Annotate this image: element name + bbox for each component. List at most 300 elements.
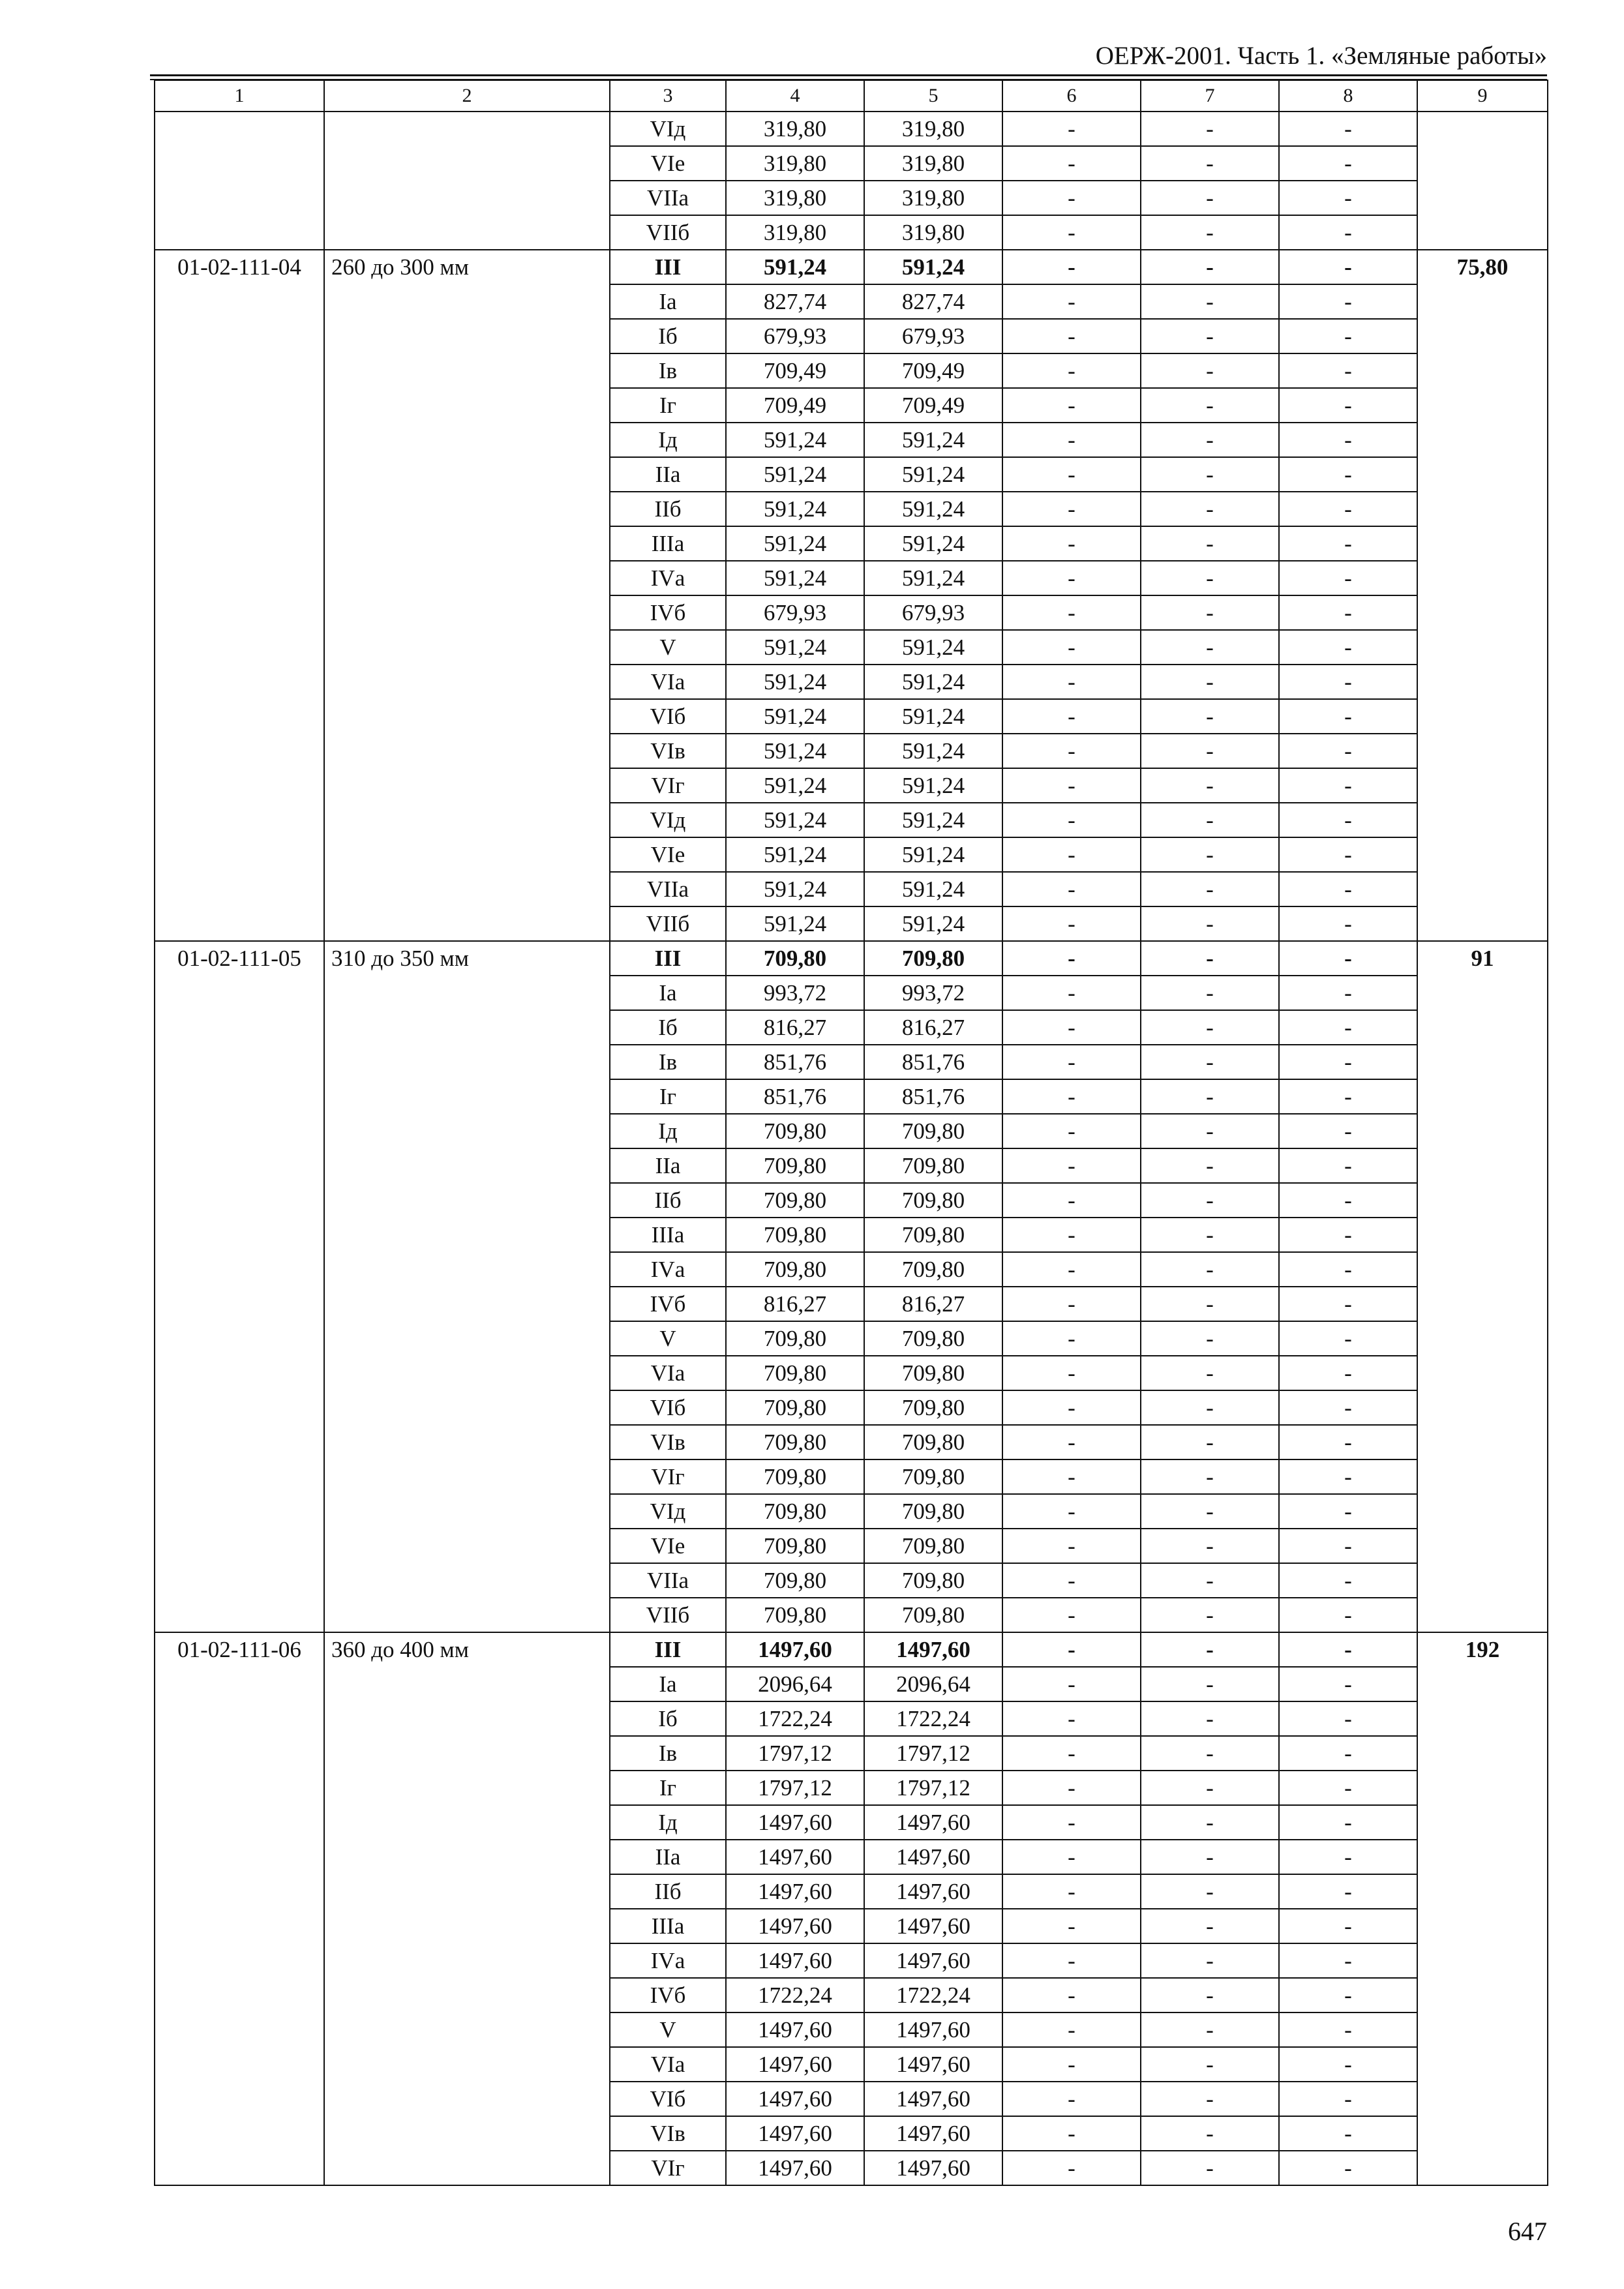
machinist-wages: - bbox=[1141, 1909, 1279, 1943]
materials-cost: - bbox=[1279, 1701, 1417, 1736]
page-header: ОЕРЖ-2001. Часть 1. «Земляные работы» bbox=[1095, 42, 1547, 70]
machinist-wages: - bbox=[1141, 1494, 1279, 1529]
materials-cost: - bbox=[1279, 1667, 1417, 1701]
rate-code: 01-02-111-05 bbox=[155, 941, 324, 1632]
column-number: 8 bbox=[1279, 80, 1417, 112]
machines-cost: - bbox=[1002, 595, 1141, 630]
machinist-wages: - bbox=[1141, 2151, 1279, 2185]
machines-cost: - bbox=[1002, 630, 1141, 665]
region-category: VIг bbox=[610, 2151, 726, 2185]
work-description: 260 до 300 мм bbox=[324, 250, 610, 941]
region-category: VIIа bbox=[610, 1563, 726, 1598]
materials-cost: - bbox=[1279, 976, 1417, 1010]
region-category: VIб bbox=[610, 699, 726, 734]
machinist-wages: - bbox=[1141, 1978, 1279, 2012]
region-category: Iа bbox=[610, 1667, 726, 1701]
machines-cost: - bbox=[1002, 1148, 1141, 1183]
wages-cost: 591,24 bbox=[864, 803, 1002, 837]
materials-cost: - bbox=[1279, 319, 1417, 353]
machinist-wages: - bbox=[1141, 1632, 1279, 1667]
region-category: IVб bbox=[610, 1287, 726, 1321]
materials-cost: - bbox=[1279, 423, 1417, 457]
total-cost: 1497,60 bbox=[726, 2012, 864, 2047]
machines-cost: - bbox=[1002, 1010, 1141, 1045]
machines-cost: - bbox=[1002, 1045, 1141, 1079]
machines-cost: - bbox=[1002, 353, 1141, 388]
machines-cost: - bbox=[1002, 561, 1141, 595]
machines-cost: - bbox=[1002, 1252, 1141, 1287]
region-category: IIIа bbox=[610, 1218, 726, 1252]
total-cost: 591,24 bbox=[726, 457, 864, 492]
column-number: 1 bbox=[155, 80, 324, 112]
machinist-wages: - bbox=[1141, 1045, 1279, 1079]
materials-cost: - bbox=[1279, 181, 1417, 215]
materials-cost: - bbox=[1279, 2082, 1417, 2116]
wages-cost: 709,80 bbox=[864, 1218, 1002, 1252]
region-category: V bbox=[610, 1321, 726, 1356]
wages-cost: 1497,60 bbox=[864, 1632, 1002, 1667]
materials-cost: - bbox=[1279, 699, 1417, 734]
materials-cost: - bbox=[1279, 1459, 1417, 1494]
machines-cost: - bbox=[1002, 1667, 1141, 1701]
total-cost: 1497,60 bbox=[726, 1840, 864, 1874]
materials-cost: - bbox=[1279, 1321, 1417, 1356]
total-cost: 709,80 bbox=[726, 1218, 864, 1252]
machines-cost: - bbox=[1002, 941, 1141, 976]
machines-cost: - bbox=[1002, 1805, 1141, 1840]
wages-cost: 1497,60 bbox=[864, 2012, 1002, 2047]
materials-cost: - bbox=[1279, 734, 1417, 768]
total-cost: 319,80 bbox=[726, 181, 864, 215]
region-category: Iб bbox=[610, 1010, 726, 1045]
total-cost: 709,80 bbox=[726, 1114, 864, 1148]
wages-cost: 709,80 bbox=[864, 1148, 1002, 1183]
total-cost: 816,27 bbox=[726, 1010, 864, 1045]
materials-cost: - bbox=[1279, 2116, 1417, 2151]
total-cost: 709,80 bbox=[726, 1598, 864, 1632]
machines-cost: - bbox=[1002, 1425, 1141, 1459]
materials-cost: - bbox=[1279, 561, 1417, 595]
total-cost: 591,24 bbox=[726, 837, 864, 872]
column-number: 4 bbox=[726, 80, 864, 112]
materials-cost: - bbox=[1279, 2047, 1417, 2082]
machinist-wages: - bbox=[1141, 734, 1279, 768]
machinist-wages: - bbox=[1141, 699, 1279, 734]
machines-cost: - bbox=[1002, 1287, 1141, 1321]
machines-cost: - bbox=[1002, 803, 1141, 837]
machinist-wages: - bbox=[1141, 1840, 1279, 1874]
region-category: Iа bbox=[610, 284, 726, 319]
wages-cost: 1497,60 bbox=[864, 1943, 1002, 1978]
wages-cost: 851,76 bbox=[864, 1045, 1002, 1079]
materials-cost: - bbox=[1279, 353, 1417, 388]
machines-cost: - bbox=[1002, 319, 1141, 353]
machines-cost: - bbox=[1002, 1459, 1141, 1494]
machines-cost: - bbox=[1002, 665, 1141, 699]
region-category: IVа bbox=[610, 1943, 726, 1978]
machinist-wages: - bbox=[1141, 1079, 1279, 1114]
machines-cost: - bbox=[1002, 906, 1141, 941]
total-cost: 816,27 bbox=[726, 1287, 864, 1321]
machinist-wages: - bbox=[1141, 1390, 1279, 1425]
wages-cost: 709,80 bbox=[864, 1529, 1002, 1563]
materials-cost: - bbox=[1279, 1805, 1417, 1840]
wages-cost: 709,49 bbox=[864, 388, 1002, 423]
wages-cost: 709,80 bbox=[864, 1114, 1002, 1148]
total-cost: 591,24 bbox=[726, 665, 864, 699]
materials-cost: - bbox=[1279, 250, 1417, 284]
materials-cost: - bbox=[1279, 1494, 1417, 1529]
machines-cost: - bbox=[1002, 1840, 1141, 1874]
wages-cost: 709,80 bbox=[864, 1459, 1002, 1494]
machinist-wages: - bbox=[1141, 837, 1279, 872]
materials-cost: - bbox=[1279, 1874, 1417, 1909]
table-row bbox=[155, 1632, 1548, 1667]
wages-cost: 319,80 bbox=[864, 112, 1002, 146]
region-category: III bbox=[610, 250, 726, 284]
machines-cost: - bbox=[1002, 1529, 1141, 1563]
materials-cost: - bbox=[1279, 768, 1417, 803]
machinist-wages: - bbox=[1141, 1287, 1279, 1321]
machinist-wages: - bbox=[1141, 1701, 1279, 1736]
machinist-wages: - bbox=[1141, 803, 1279, 837]
machines-cost: - bbox=[1002, 837, 1141, 872]
region-category: VIе bbox=[610, 146, 726, 181]
wages-cost: 709,80 bbox=[864, 1494, 1002, 1529]
machinist-wages: - bbox=[1141, 1218, 1279, 1252]
machinist-wages: - bbox=[1141, 1805, 1279, 1840]
machines-cost: - bbox=[1002, 1598, 1141, 1632]
materials-cost: - bbox=[1279, 112, 1417, 146]
total-cost: 1722,24 bbox=[726, 1701, 864, 1736]
total-cost: 709,80 bbox=[726, 1356, 864, 1390]
region-category: VIIа bbox=[610, 181, 726, 215]
wages-cost: 1497,60 bbox=[864, 2082, 1002, 2116]
total-cost: 1497,60 bbox=[726, 1805, 864, 1840]
total-cost: 1497,60 bbox=[726, 1632, 864, 1667]
machines-cost: - bbox=[1002, 1736, 1141, 1771]
machines-cost: - bbox=[1002, 1390, 1141, 1425]
total-cost: 709,80 bbox=[726, 1183, 864, 1218]
wages-cost: 1497,60 bbox=[864, 1805, 1002, 1840]
machines-cost: - bbox=[1002, 1218, 1141, 1252]
total-cost: 591,24 bbox=[726, 526, 864, 561]
materials-cost: - bbox=[1279, 1079, 1417, 1114]
region-category: IIб bbox=[610, 1183, 726, 1218]
total-cost: 1497,60 bbox=[726, 1874, 864, 1909]
materials-cost: - bbox=[1279, 906, 1417, 941]
total-cost: 709,49 bbox=[726, 388, 864, 423]
region-category: Iв bbox=[610, 1045, 726, 1079]
wages-cost: 319,80 bbox=[864, 181, 1002, 215]
materials-cost: - bbox=[1279, 526, 1417, 561]
labor-cost-value: 75,80 bbox=[1417, 250, 1548, 941]
machinist-wages: - bbox=[1141, 112, 1279, 146]
region-category: V bbox=[610, 630, 726, 665]
region-category: IIа bbox=[610, 1840, 726, 1874]
machinist-wages: - bbox=[1141, 906, 1279, 941]
wages-cost: 816,27 bbox=[864, 1010, 1002, 1045]
column-number-row bbox=[155, 80, 1548, 112]
region-category: Iб bbox=[610, 319, 726, 353]
wages-cost: 591,24 bbox=[864, 665, 1002, 699]
total-cost: 1497,60 bbox=[726, 2116, 864, 2151]
total-cost: 2096,64 bbox=[726, 1667, 864, 1701]
machines-cost: - bbox=[1002, 1632, 1141, 1667]
wages-cost: 679,93 bbox=[864, 319, 1002, 353]
labor-cost-value: 192 bbox=[1417, 1632, 1548, 2185]
region-category: VIа bbox=[610, 1356, 726, 1390]
machinist-wages: - bbox=[1141, 319, 1279, 353]
materials-cost: - bbox=[1279, 215, 1417, 250]
machines-cost: - bbox=[1002, 112, 1141, 146]
total-cost: 319,80 bbox=[726, 146, 864, 181]
machinist-wages: - bbox=[1141, 1183, 1279, 1218]
labor-cost-value bbox=[1417, 112, 1548, 250]
machines-cost: - bbox=[1002, 2151, 1141, 2185]
materials-cost: - bbox=[1279, 1840, 1417, 1874]
machinist-wages: - bbox=[1141, 1667, 1279, 1701]
wages-cost: 591,24 bbox=[864, 906, 1002, 941]
wages-cost: 851,76 bbox=[864, 1079, 1002, 1114]
wages-cost: 591,24 bbox=[864, 250, 1002, 284]
wages-cost: 1722,24 bbox=[864, 1978, 1002, 2012]
total-cost: 679,93 bbox=[726, 595, 864, 630]
wages-cost: 591,24 bbox=[864, 457, 1002, 492]
machines-cost: - bbox=[1002, 1183, 1141, 1218]
machinist-wages: - bbox=[1141, 941, 1279, 976]
total-cost: 679,93 bbox=[726, 319, 864, 353]
machines-cost: - bbox=[1002, 1494, 1141, 1529]
total-cost: 709,49 bbox=[726, 353, 864, 388]
total-cost: 827,74 bbox=[726, 284, 864, 319]
total-cost: 319,80 bbox=[726, 215, 864, 250]
machines-cost: - bbox=[1002, 1563, 1141, 1598]
wages-cost: 1497,60 bbox=[864, 1840, 1002, 1874]
wages-cost: 1722,24 bbox=[864, 1701, 1002, 1736]
machines-cost: - bbox=[1002, 1321, 1141, 1356]
total-cost: 709,80 bbox=[726, 1494, 864, 1529]
region-category: VIд bbox=[610, 1494, 726, 1529]
machinist-wages: - bbox=[1141, 630, 1279, 665]
machines-cost: - bbox=[1002, 976, 1141, 1010]
total-cost: 1497,60 bbox=[726, 1909, 864, 1943]
region-category: VIв bbox=[610, 2116, 726, 2151]
region-category: Iв bbox=[610, 1736, 726, 1771]
column-number: 9 bbox=[1417, 80, 1548, 112]
machinist-wages: - bbox=[1141, 2012, 1279, 2047]
wages-cost: 591,24 bbox=[864, 630, 1002, 665]
wages-cost: 1497,60 bbox=[864, 2047, 1002, 2082]
wages-cost: 709,80 bbox=[864, 1598, 1002, 1632]
machines-cost: - bbox=[1002, 2012, 1141, 2047]
machines-cost: - bbox=[1002, 1079, 1141, 1114]
machines-cost: - bbox=[1002, 2082, 1141, 2116]
region-category: IIа bbox=[610, 457, 726, 492]
wages-cost: 679,93 bbox=[864, 595, 1002, 630]
region-category: IIб bbox=[610, 1874, 726, 1909]
materials-cost: - bbox=[1279, 803, 1417, 837]
machines-cost: - bbox=[1002, 388, 1141, 423]
machines-cost: - bbox=[1002, 2047, 1141, 2082]
table-row bbox=[155, 112, 1548, 146]
region-category: IIIа bbox=[610, 1909, 726, 1943]
materials-cost: - bbox=[1279, 1252, 1417, 1287]
total-cost: 591,24 bbox=[726, 768, 864, 803]
materials-cost: - bbox=[1279, 1978, 1417, 2012]
materials-cost: - bbox=[1279, 1114, 1417, 1148]
materials-cost: - bbox=[1279, 595, 1417, 630]
region-category: III bbox=[610, 1632, 726, 1667]
machinist-wages: - bbox=[1141, 284, 1279, 319]
wages-cost: 319,80 bbox=[864, 215, 1002, 250]
wages-cost: 709,80 bbox=[864, 941, 1002, 976]
machinist-wages: - bbox=[1141, 1321, 1279, 1356]
region-category: IVб bbox=[610, 595, 726, 630]
total-cost: 1722,24 bbox=[726, 1978, 864, 2012]
wages-cost: 709,49 bbox=[864, 353, 1002, 388]
region-category: III bbox=[610, 941, 726, 976]
total-cost: 709,80 bbox=[726, 1459, 864, 1494]
machines-cost: - bbox=[1002, 146, 1141, 181]
wages-cost: 709,80 bbox=[864, 1425, 1002, 1459]
materials-cost: - bbox=[1279, 1045, 1417, 1079]
total-cost: 709,80 bbox=[726, 1148, 864, 1183]
wages-cost: 1797,12 bbox=[864, 1736, 1002, 1771]
wages-cost: 709,80 bbox=[864, 1563, 1002, 1598]
wages-cost: 591,24 bbox=[864, 561, 1002, 595]
total-cost: 709,80 bbox=[726, 1390, 864, 1425]
machinist-wages: - bbox=[1141, 1356, 1279, 1390]
materials-cost: - bbox=[1279, 1771, 1417, 1805]
region-category: VIб bbox=[610, 1390, 726, 1425]
region-category: Iв bbox=[610, 353, 726, 388]
machines-cost: - bbox=[1002, 423, 1141, 457]
total-cost: 591,24 bbox=[726, 803, 864, 837]
materials-cost: - bbox=[1279, 1010, 1417, 1045]
wages-cost: 709,80 bbox=[864, 1321, 1002, 1356]
total-cost: 591,24 bbox=[726, 906, 864, 941]
machines-cost: - bbox=[1002, 457, 1141, 492]
materials-cost: - bbox=[1279, 1390, 1417, 1425]
machinist-wages: - bbox=[1141, 768, 1279, 803]
region-category: Iг bbox=[610, 388, 726, 423]
total-cost: 1797,12 bbox=[726, 1736, 864, 1771]
wages-cost: 709,80 bbox=[864, 1252, 1002, 1287]
work-description: 360 до 400 мм bbox=[324, 1632, 610, 2185]
machinist-wages: - bbox=[1141, 1943, 1279, 1978]
materials-cost: - bbox=[1279, 1425, 1417, 1459]
column-number: 2 bbox=[324, 80, 610, 112]
wages-cost: 1497,60 bbox=[864, 1874, 1002, 1909]
machinist-wages: - bbox=[1141, 1563, 1279, 1598]
machines-cost: - bbox=[1002, 1943, 1141, 1978]
machinist-wages: - bbox=[1141, 1114, 1279, 1148]
materials-cost: - bbox=[1279, 146, 1417, 181]
materials-cost: - bbox=[1279, 1148, 1417, 1183]
table-row bbox=[155, 250, 1548, 284]
machines-cost: - bbox=[1002, 734, 1141, 768]
page-number: 647 bbox=[1508, 2217, 1547, 2246]
wages-cost: 709,80 bbox=[864, 1183, 1002, 1218]
total-cost: 1497,60 bbox=[726, 2151, 864, 2185]
machinist-wages: - bbox=[1141, 2116, 1279, 2151]
total-cost: 591,24 bbox=[726, 492, 864, 526]
materials-cost: - bbox=[1279, 1563, 1417, 1598]
wages-cost: 591,24 bbox=[864, 423, 1002, 457]
work-description bbox=[324, 112, 610, 250]
region-category: Iа bbox=[610, 976, 726, 1010]
region-category: VIIб bbox=[610, 906, 726, 941]
machinist-wages: - bbox=[1141, 492, 1279, 526]
wages-cost: 1497,60 bbox=[864, 2151, 1002, 2185]
region-category: VIе bbox=[610, 837, 726, 872]
machinist-wages: - bbox=[1141, 1425, 1279, 1459]
total-cost: 709,80 bbox=[726, 1425, 864, 1459]
table-row bbox=[155, 941, 1548, 976]
region-category: VIв bbox=[610, 1425, 726, 1459]
wages-cost: 709,80 bbox=[864, 1390, 1002, 1425]
rate-code: 01-02-111-06 bbox=[155, 1632, 324, 2185]
wages-cost: 591,24 bbox=[864, 768, 1002, 803]
machines-cost: - bbox=[1002, 872, 1141, 906]
total-cost: 591,24 bbox=[726, 630, 864, 665]
machines-cost: - bbox=[1002, 181, 1141, 215]
header-rule bbox=[150, 74, 1547, 76]
machinist-wages: - bbox=[1141, 146, 1279, 181]
machinist-wages: - bbox=[1141, 976, 1279, 1010]
total-cost: 591,24 bbox=[726, 699, 864, 734]
region-category: IVа bbox=[610, 1252, 726, 1287]
machines-cost: - bbox=[1002, 768, 1141, 803]
machinist-wages: - bbox=[1141, 1771, 1279, 1805]
machinist-wages: - bbox=[1141, 1529, 1279, 1563]
materials-cost: - bbox=[1279, 1943, 1417, 1978]
materials-cost: - bbox=[1279, 457, 1417, 492]
total-cost: 319,80 bbox=[726, 112, 864, 146]
machines-cost: - bbox=[1002, 1874, 1141, 1909]
total-cost: 709,80 bbox=[726, 1321, 864, 1356]
wages-cost: 591,24 bbox=[864, 872, 1002, 906]
machines-cost: - bbox=[1002, 1114, 1141, 1148]
region-category: VIб bbox=[610, 2082, 726, 2116]
work-description: 310 до 350 мм bbox=[324, 941, 610, 1632]
column-number: 5 bbox=[864, 80, 1002, 112]
machinist-wages: - bbox=[1141, 1598, 1279, 1632]
machinist-wages: - bbox=[1141, 181, 1279, 215]
region-category: VIд bbox=[610, 112, 726, 146]
machinist-wages: - bbox=[1141, 457, 1279, 492]
region-category: IIIа bbox=[610, 526, 726, 561]
machinist-wages: - bbox=[1141, 2082, 1279, 2116]
machinist-wages: - bbox=[1141, 388, 1279, 423]
total-cost: 591,24 bbox=[726, 423, 864, 457]
machinist-wages: - bbox=[1141, 423, 1279, 457]
machinist-wages: - bbox=[1141, 526, 1279, 561]
materials-cost: - bbox=[1279, 1183, 1417, 1218]
rate-code bbox=[155, 112, 324, 250]
region-category: Iб bbox=[610, 1701, 726, 1736]
wages-cost: 319,80 bbox=[864, 146, 1002, 181]
total-cost: 709,80 bbox=[726, 941, 864, 976]
total-cost: 591,24 bbox=[726, 561, 864, 595]
region-category: VIе bbox=[610, 1529, 726, 1563]
total-cost: 1497,60 bbox=[726, 2082, 864, 2116]
machines-cost: - bbox=[1002, 1978, 1141, 2012]
materials-cost: - bbox=[1279, 492, 1417, 526]
machinist-wages: - bbox=[1141, 561, 1279, 595]
region-category: Iг bbox=[610, 1079, 726, 1114]
